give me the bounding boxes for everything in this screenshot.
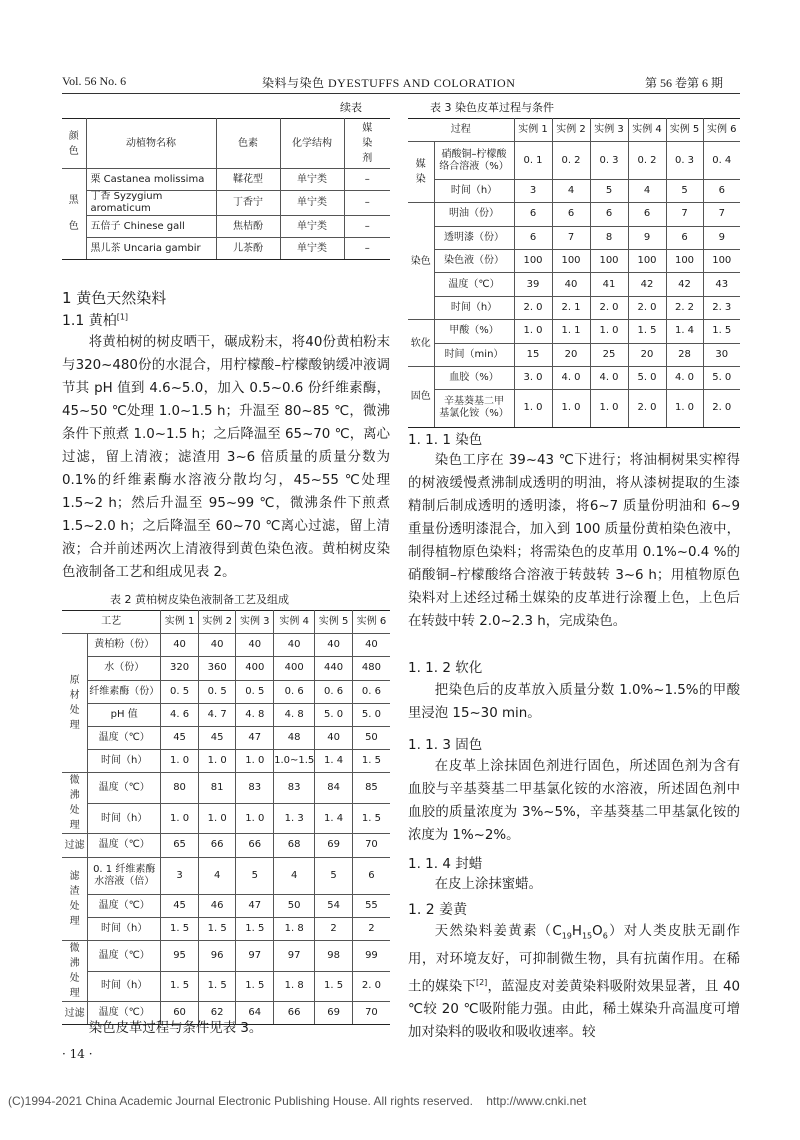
table-cell: 0. 5 xyxy=(236,680,274,703)
table-head-example: 实例 5 xyxy=(666,119,703,142)
table-cell: 20 xyxy=(552,343,590,366)
table-row-label: 温度（℃） xyxy=(88,894,161,917)
table-cell: 1. 0 xyxy=(514,320,552,343)
table-cell: – xyxy=(344,216,390,238)
page-number: · 14 · xyxy=(62,1047,93,1061)
table-cell: 0. 5 xyxy=(161,680,199,703)
header-journal: 染料与染色 DYESTUFFS AND COLORATION xyxy=(262,76,516,90)
table-cell: 0. 6 xyxy=(352,680,390,703)
table-cell: 3. 0 xyxy=(514,366,552,389)
table-cell: 1. 3 xyxy=(274,803,315,834)
footer-copyright: (C)1994-2021 China Academic Journal Electronic Publishing House. All rights reserved. http://www.cnki.net xyxy=(8,1094,587,1108)
table-cell: 6 xyxy=(514,226,552,249)
table-cell: 0. 1 xyxy=(514,142,552,179)
table-cell: 1. 4 xyxy=(315,750,353,773)
table-cell: 0. 5 xyxy=(198,680,236,703)
table-cell: 丁香宁 xyxy=(216,191,280,216)
table-cell: 1. 0 xyxy=(590,320,628,343)
table-row-label: 温度（℃） xyxy=(434,273,514,296)
table-row-label: 硝酸铜–柠檬酸 络合溶液（%） xyxy=(434,142,514,179)
table-cell: 5 xyxy=(315,857,353,894)
table-cell: 4. 7 xyxy=(198,703,236,726)
table-cell: 5. 0 xyxy=(628,366,666,389)
table-row-label: 温度（℃） xyxy=(88,726,161,749)
table-cell: 0. 3 xyxy=(666,142,703,179)
table-cell: 54 xyxy=(315,894,353,917)
body-paragraph: 染色工序在 39~43 ℃下进行；将油桐树果实榨得的树液缓慢煮沸制成透明的明油，将从漆树提取的生漆精制后制成透明的透明漆，将6~7 质量份明油和 6~9 重量份透明漆混合，加入到 100 质量份黄柏染色液中，制得植物原色染料；将需染色的皮革用 0.1%~0.4 %的硝酸铜–柠檬酸络合溶液于转鼓转 3~6 h；用植物原色染料对上述经过稀土媒染的皮革进行涂覆上色，上色后在转鼓中转 2.0~2.3 h，完成染色。 xyxy=(408,453,740,629)
header-rule xyxy=(62,93,740,94)
table-cell: 6 xyxy=(514,203,552,226)
table-cell: 6 xyxy=(703,179,740,202)
table-group-label: 过滤 xyxy=(62,1002,88,1025)
subsection-title: 1.1 黄柏 xyxy=(62,313,117,329)
table-cell: 1. 5 xyxy=(703,320,740,343)
table-cell: 1. 1 xyxy=(552,320,590,343)
table-group-label: 微 沸 处 理 xyxy=(62,941,88,1002)
table-cell: 1. 5 xyxy=(236,971,274,1002)
table-cell: 1. 0 xyxy=(198,750,236,773)
table-cell: 20 xyxy=(628,343,666,366)
table-cell: 99 xyxy=(352,941,390,972)
table-cell: 100 xyxy=(666,249,703,272)
table-cell: 45 xyxy=(161,894,199,917)
table-cell: 55 xyxy=(352,894,390,917)
table-group-label: 固色 xyxy=(408,366,434,427)
table-cell: 鞣花型 xyxy=(216,169,280,191)
table-row-label: 时间（h） xyxy=(434,179,514,202)
table-cell: – xyxy=(344,238,390,260)
table-head-example: 实例 1 xyxy=(161,611,199,634)
table-cell: 5. 0 xyxy=(352,703,390,726)
table-cell: 9 xyxy=(703,226,740,249)
table-cell: 2. 0 xyxy=(514,296,552,319)
table-cell: 0. 2 xyxy=(628,142,666,179)
table-head-example: 实例 3 xyxy=(590,119,628,142)
table-row-label: 染色液（份） xyxy=(434,249,514,272)
table-cell: 83 xyxy=(274,773,315,804)
table-row-label: 温度（℃） xyxy=(88,834,161,857)
table-cell: 4. 0 xyxy=(590,366,628,389)
table-cell: 4 xyxy=(552,179,590,202)
table-head-example: 实例 2 xyxy=(198,611,236,634)
table-cell: 2 xyxy=(315,917,353,940)
table-head-example: 实例 3 xyxy=(236,611,274,634)
table-cell: 84 xyxy=(315,773,353,804)
table-cell: 97 xyxy=(274,941,315,972)
body-paragraph: 在皮上涂抹蜜蜡。 xyxy=(434,877,542,892)
table-cell: 4. 8 xyxy=(236,703,274,726)
table-row-label: 明油（份） xyxy=(434,203,514,226)
subscript: 19 xyxy=(561,931,572,941)
table-cell: 43 xyxy=(703,273,740,296)
table-cell: 6 xyxy=(552,203,590,226)
body-paragraph: 染色皮革过程与条件见表 3。 xyxy=(88,1021,263,1036)
table-cell: 0. 2 xyxy=(552,142,590,179)
table-cell: – xyxy=(344,191,390,216)
table-cell: 48 xyxy=(274,726,315,749)
subsection-heading: 1. 2 姜黄 xyxy=(408,902,468,918)
table1-head-pigment: 色素 xyxy=(216,119,280,169)
table-cell: 5 xyxy=(236,857,274,894)
table-cell: 1. 0 xyxy=(236,750,274,773)
section-heading: 1 黄色天然染料 xyxy=(62,289,167,307)
table-group-label: 媒 染 xyxy=(408,142,434,203)
table-cell: 1. 0 xyxy=(552,390,590,427)
body-paragraph: 把染色后的皮革放入质量分数 1.0%~1.5%的甲酸里浸泡 15~30 min。 xyxy=(408,683,740,721)
table-cell: 6 xyxy=(352,857,390,894)
table-cell: 9 xyxy=(628,226,666,249)
table-cell: 45 xyxy=(198,726,236,749)
para-text: ，蓝湿皮对姜黄染料吸附效果显著，且 40 ℃较 20 ℃吸附能力强。由此，稀土媒染升高温度可增加对染料的吸收和吸收速率。较 xyxy=(408,979,741,1041)
table-cell: 400 xyxy=(236,657,274,680)
subscript: 15 xyxy=(581,931,593,941)
table3 xyxy=(408,118,740,428)
table-cell: 85 xyxy=(352,773,390,804)
para-text: 天然染料姜黄素（C xyxy=(434,924,562,939)
table-row-label: 温度（℃） xyxy=(88,773,161,804)
table-cell: 1. 0 xyxy=(161,750,199,773)
citation-ref: [1] xyxy=(116,312,129,322)
table-cell: 1. 5 xyxy=(352,803,390,834)
table-cell: 0. 6 xyxy=(315,680,353,703)
table-cell: 66 xyxy=(274,1002,315,1025)
table-cell: 1.0~1.5 xyxy=(274,750,315,773)
table-cell: 6 xyxy=(590,203,628,226)
table-cell: 5. 0 xyxy=(703,366,740,389)
table-cell: 50 xyxy=(352,726,390,749)
table-cell: 100 xyxy=(514,249,552,272)
subsubsection-heading: 1. 1. 2 软化 xyxy=(408,660,483,676)
table-cell: 4 xyxy=(198,857,236,894)
body-paragraph xyxy=(408,920,740,1044)
table-head-example: 实例 4 xyxy=(274,611,315,634)
table-head-process: 工艺 xyxy=(62,611,161,634)
table-cell: 2. 0 xyxy=(590,296,628,319)
table-cell: 66 xyxy=(198,834,236,857)
table-cell: 83 xyxy=(236,773,274,804)
table-row-label: 时间（h） xyxy=(88,971,161,1002)
table-cell: 69 xyxy=(315,834,353,857)
table-cell: 80 xyxy=(161,773,199,804)
table-cell: 1. 8 xyxy=(274,917,315,940)
table-cell: 1. 4 xyxy=(315,803,353,834)
table-cell: 1. 5 xyxy=(315,971,353,1002)
table-row-label: 血胶（%） xyxy=(434,366,514,389)
table-cell: 62 xyxy=(198,1002,236,1025)
table-cell: 儿茶酚 xyxy=(216,238,280,260)
table-cell: 1. 8 xyxy=(274,971,315,1002)
table-cell: 2. 0 xyxy=(628,296,666,319)
subscript: 6 xyxy=(602,931,608,941)
table-cell: 28 xyxy=(666,343,703,366)
table-cell: 焦桔酚 xyxy=(216,216,280,238)
table-cell: 320 xyxy=(161,657,199,680)
table-cell: 0. 6 xyxy=(274,680,315,703)
table-cell: 96 xyxy=(198,941,236,972)
table-cell: 70 xyxy=(352,834,390,857)
table-cell: 7 xyxy=(666,203,703,226)
table-cell: 5. 0 xyxy=(315,703,353,726)
table-cell: 4. 6 xyxy=(161,703,199,726)
para-text: ）对人类皮肤无副作用，对环境友好，可抑制微生物，具有抗菌作用。在稀土的媒染下 xyxy=(408,924,741,995)
table-cell: 65 xyxy=(161,834,199,857)
table-row-label: 纤维素酶（份） xyxy=(88,680,161,703)
table-cell: 1. 5 xyxy=(628,320,666,343)
table-cell: 40 xyxy=(274,634,315,657)
table-cell: 480 xyxy=(352,657,390,680)
table-cell: 42 xyxy=(628,273,666,296)
table-row-label: 甲酸（%） xyxy=(434,320,514,343)
table-cell: 100 xyxy=(590,249,628,272)
para-text: O xyxy=(592,924,603,939)
table-cell: 4 xyxy=(274,857,315,894)
table-cell: 8 xyxy=(590,226,628,249)
table-cell: 1. 0 xyxy=(590,390,628,427)
table-cell: 25 xyxy=(590,343,628,366)
table-cell: 6 xyxy=(628,203,666,226)
table-group-label: 软化 xyxy=(408,320,434,367)
table-cell: 3 xyxy=(161,857,199,894)
table-cell: 15 xyxy=(514,343,552,366)
table-row-label: 0. 1 纤维素酶 水溶液（倍） xyxy=(88,857,161,894)
table-group-label: 滤 渣 处 理 xyxy=(62,857,88,941)
table-cell: 30 xyxy=(703,343,740,366)
table-cell: 单宁类 xyxy=(280,238,344,260)
table-cell: 6 xyxy=(666,226,703,249)
table-cell: 42 xyxy=(666,273,703,296)
table-group-label: 原 材 处 理 xyxy=(62,634,88,773)
table1-head-name: 动植物名称 xyxy=(86,119,216,169)
table-cell: 栗 Castanea molissima xyxy=(86,169,216,191)
table-cell: 40 xyxy=(236,634,274,657)
table-cell: 1. 0 xyxy=(236,803,274,834)
table-cell: 0. 3 xyxy=(590,142,628,179)
table-row-label: 时间（min） xyxy=(434,343,514,366)
table-cell: 3 xyxy=(514,179,552,202)
table3-caption: 表 3 染色皮革过程与条件 xyxy=(430,101,554,114)
table-cell: 2. 0 xyxy=(628,390,666,427)
header-issue: 第 56 卷第 6 期 xyxy=(645,76,724,90)
table-cell: 400 xyxy=(274,657,315,680)
table-cell: 45 xyxy=(161,726,199,749)
table-cell: 100 xyxy=(628,249,666,272)
table-cell: 1. 5 xyxy=(236,917,274,940)
table-cell: 95 xyxy=(161,941,199,972)
table-cell: 4 xyxy=(628,179,666,202)
table-head-example: 实例 4 xyxy=(628,119,666,142)
table-cell: 1. 0 xyxy=(514,390,552,427)
table-cell: 2. 0 xyxy=(703,390,740,427)
table-cell: 1. 0 xyxy=(198,803,236,834)
table-cell: 2. 1 xyxy=(552,296,590,319)
table-cell: 40 xyxy=(315,634,353,657)
table-cell: 440 xyxy=(315,657,353,680)
table1-head-mordant: 媒 染 剂 xyxy=(344,119,390,169)
subsection-heading xyxy=(62,310,128,330)
table-cell: 100 xyxy=(552,249,590,272)
citation-ref: [2] xyxy=(475,977,488,987)
table-cell: 47 xyxy=(236,894,274,917)
table-group-label: 染色 xyxy=(408,203,434,320)
table-group-label: 微 沸 处 理 xyxy=(62,773,88,834)
table-cell: 单宁类 xyxy=(280,169,344,191)
table-cell: 单宁类 xyxy=(280,191,344,216)
table-cell: 2. 0 xyxy=(352,971,390,1002)
table-cell: 5 xyxy=(666,179,703,202)
table-cell: 69 xyxy=(315,1002,353,1025)
subsubsection-heading: 1. 1. 3 固色 xyxy=(408,737,483,753)
table-cell: 0. 4 xyxy=(703,142,740,179)
table-head-example: 实例 5 xyxy=(315,611,353,634)
table-cell: 46 xyxy=(198,894,236,917)
table-cell: 2 xyxy=(352,917,390,940)
table-cell: 4. 0 xyxy=(552,366,590,389)
table-row-label: 时间（h） xyxy=(88,803,161,834)
table-cell: 64 xyxy=(236,1002,274,1025)
table-cell: 4. 8 xyxy=(274,703,315,726)
table-row-label: 透明漆（份） xyxy=(434,226,514,249)
table-row-label: 温度（℃） xyxy=(88,1002,161,1025)
subsubsection-heading: 1. 1. 1 染色 xyxy=(408,432,483,448)
table-cell: 1. 5 xyxy=(352,750,390,773)
table-cell: 丁香 Syzygium aromaticum xyxy=(86,191,216,216)
table-cell: 40 xyxy=(352,634,390,657)
table-cell: 1. 5 xyxy=(161,917,199,940)
table1-color-label: 黑 色 xyxy=(62,169,86,260)
table-row-label: 时间（h） xyxy=(434,296,514,319)
table-cell: 70 xyxy=(352,1002,390,1025)
table-cell: 360 xyxy=(198,657,236,680)
table-cell: 1. 0 xyxy=(666,390,703,427)
table1-head-structure: 化学结构 xyxy=(280,119,344,169)
table-cell: 1. 0 xyxy=(161,803,199,834)
table-cell: 40 xyxy=(161,634,199,657)
table1-caption: 续表 xyxy=(340,101,362,114)
table-cell: 7 xyxy=(552,226,590,249)
table-cell: 单宁类 xyxy=(280,216,344,238)
table-cell: 40 xyxy=(315,726,353,749)
table-cell: 1. 5 xyxy=(198,971,236,1002)
table-cell: 7 xyxy=(703,203,740,226)
table-cell: 98 xyxy=(315,941,353,972)
table-cell: 97 xyxy=(236,941,274,972)
table-cell: 66 xyxy=(236,834,274,857)
table2-caption: 表 2 黄柏树皮染色液制备工艺及组成 xyxy=(110,593,289,606)
table-row-label: 水（份） xyxy=(88,657,161,680)
table-cell: 40 xyxy=(198,634,236,657)
body-paragraph: 在皮革上涂抹固色剂进行固色，所述固色剂为含有血胶与辛基葵基二甲基氯化铵的水溶液，所述固色剂中血胶的质量浓度为 3%~5%，辛基葵基二甲基氯化铵的浓度为 1%~2%。 xyxy=(408,759,740,843)
table-row-label: 温度（℃） xyxy=(88,941,161,972)
table-cell: 39 xyxy=(514,273,552,296)
table-cell: 40 xyxy=(552,273,590,296)
table2 xyxy=(62,610,390,1025)
table-head-example: 实例 2 xyxy=(552,119,590,142)
table-row-label: pH 值 xyxy=(88,703,161,726)
table-cell: 100 xyxy=(703,249,740,272)
table-row-label: 辛基葵基二甲 基氯化铵（%） xyxy=(434,390,514,427)
table-cell: 1. 4 xyxy=(666,320,703,343)
table-head-example: 实例 1 xyxy=(514,119,552,142)
header-volume: Vol. 56 No. 6 xyxy=(62,74,127,88)
table-cell: 68 xyxy=(274,834,315,857)
table-cell: 4. 0 xyxy=(666,366,703,389)
table-cell: 1. 5 xyxy=(198,917,236,940)
table-row-label: 时间（h） xyxy=(88,750,161,773)
table-cell: 41 xyxy=(590,273,628,296)
table-cell: 五倍子 Chinese gall xyxy=(86,216,216,238)
table-row-label: 黄柏粉（份） xyxy=(88,634,161,657)
table-head-example: 实例 6 xyxy=(703,119,740,142)
table-cell: 1. 5 xyxy=(161,971,199,1002)
table-cell: 81 xyxy=(198,773,236,804)
table-cell: 2. 2 xyxy=(666,296,703,319)
table-cell: 60 xyxy=(161,1002,199,1025)
table-cell: – xyxy=(344,169,390,191)
table-head-process: 过程 xyxy=(408,119,514,142)
table1-head-color: 颜 色 xyxy=(62,119,86,169)
table-cell: 50 xyxy=(274,894,315,917)
table-group-label: 过滤 xyxy=(62,834,88,857)
para-text: H xyxy=(571,924,582,939)
table-cell: 47 xyxy=(236,726,274,749)
table1 xyxy=(62,118,390,260)
table-head-example: 实例 6 xyxy=(352,611,390,634)
subsubsection-heading: 1. 1. 4 封蜡 xyxy=(408,856,483,872)
table-row-label: 时间（h） xyxy=(88,917,161,940)
table-cell: 2. 3 xyxy=(703,296,740,319)
body-paragraph: 将黄柏树的树皮晒干，碾成粉末，将40份黄柏粉末与320~480份的水混合，用柠檬酸–柠檬酸钠缓冲液调节其 pH 值到 4.6~5.0，加入 0.5~0.6 份纤维素酶，45~50 ℃处理 1.0~1.5 h；升温至 80~85 ℃，微沸条件下煎煮 1.0~1.5 h；之后降温至 65~70 ℃，离心过滤，留上清液；滤渣用 3~6 倍质量的质量分数为 0.1%的纤维素酶水溶液分散均匀，45~55 ℃处理 1.5~2 h；然后升温至 95~99 ℃，微沸条件下煎煮 1.5~2.0 h；之后降温至 60~70 ℃离心过滤，留上清液；合并前述两次上清液得到黄色染色液。黄柏树皮染色液制备工艺和组成见表 2。 xyxy=(62,335,390,580)
table-cell: 黑儿茶 Uncaria gambir xyxy=(86,238,216,260)
table-cell: 5 xyxy=(590,179,628,202)
